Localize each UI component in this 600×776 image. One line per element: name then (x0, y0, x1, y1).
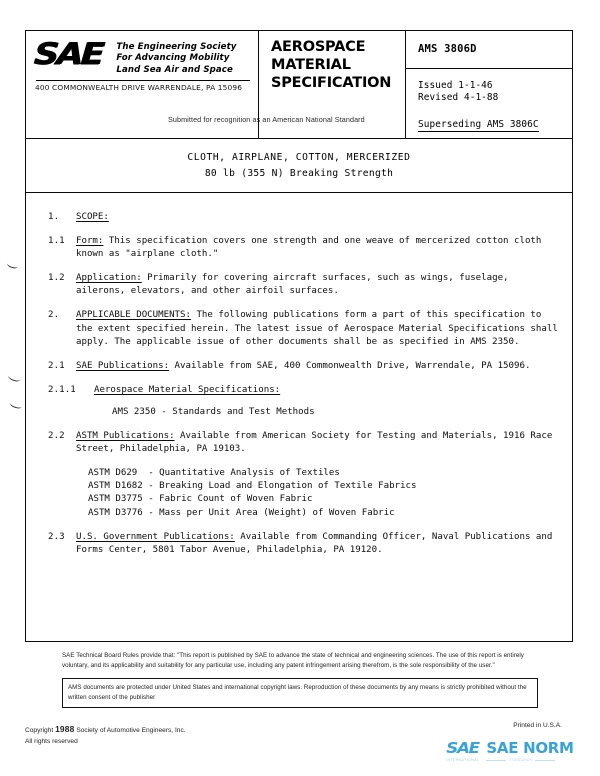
header-band (26, 31, 572, 139)
clause-text (76, 531, 558, 557)
superseding-note: Superseding AMS 3806C (418, 118, 539, 130)
printed-in-label: Printed in U.S.A. (513, 722, 562, 729)
scan-artifact (6, 260, 18, 269)
page-title: CLOTH, AIRPLANE, COTTON, MERCERIZED (187, 152, 411, 163)
referenced-document-entry: AMS 2350 - Standards and Test Methods (112, 406, 315, 417)
clause-text (76, 272, 558, 298)
clause-body-text: This specification covers one strength and one weave of mercerized cotton cloth known as "airplane cloth." (76, 236, 542, 260)
sae-address: 400 COMMONWEALTH DRIVE WARRENDALE, PA 15096 (35, 83, 243, 93)
submitted-for-recognition-note: Submitted for recognition as an American National Standard (168, 115, 365, 124)
list-item: ASTM D1682 - Breaking Load and Elongation of Textile Fabrics (88, 481, 417, 492)
specification-title-block (26, 139, 572, 193)
clause-body-text: Available from Commanding Officer, Naval Publications and Forms Center, 5801 Tabor Avenue, Philadelphia, PA 19120. (76, 531, 553, 555)
clause-heading: Form: (76, 236, 104, 247)
page-subtitle: 80 lb (355 N) Breaking Strength (204, 168, 394, 179)
document-dates-cell (406, 69, 572, 132)
clause-heading: Aerospace Material Specifications: (94, 384, 281, 395)
sae-international-logo-icon (446, 741, 479, 762)
clause-heading: U.S. Government Publications: (76, 531, 235, 542)
sae-tagline-line-3: Land Sea Air and Space (116, 64, 233, 75)
footer-notes (62, 651, 538, 708)
sae-logo (33, 37, 252, 76)
document-body (26, 193, 572, 641)
document-frame (25, 30, 573, 642)
list-item: ASTM D3776 - Mass per Unit Area (Weight) of Woven Fabric (88, 507, 395, 518)
clause-text (76, 235, 558, 261)
revised-date: Revised 4-1-88 (418, 92, 499, 104)
sae-tagline-line-1: The Engineering Society (116, 42, 237, 52)
clause-number: 2.1 (48, 360, 65, 371)
document-type-title: AEROSPACE MATERIAL SPECIFICATION (271, 39, 392, 91)
clause-2-1-1 (48, 384, 558, 419)
sae-norm-label (486, 741, 573, 762)
document-number: AMS 3806D (418, 43, 477, 55)
sae-wordmark-icon: SAE (33, 37, 104, 72)
watermark-rule-left (486, 760, 506, 761)
watermark-sae-mark: SAE (446, 739, 479, 758)
watermark-norm-text: SAE NORM (486, 739, 574, 757)
clause-number: 2.2 (48, 431, 65, 442)
clause-body-text: Available from American Society for Testing and Materials, 1916 Race Street, Philadelphia, PA 19103. (76, 431, 553, 455)
clause-number: 1.2 (48, 273, 65, 284)
copyright-protection-notice: AMS documents are protected under United States and international copyright laws. Reproduction of these documents by any means is strictly prohibited without the written consent of the publisher (62, 678, 538, 708)
clause-heading: SAE Publications: (76, 360, 170, 371)
rights-reserved: All rights reserved (25, 738, 78, 746)
clause-2 (48, 309, 558, 348)
sae-norm-watermark (446, 741, 574, 762)
clause-text (76, 430, 558, 456)
clause-heading: SCOPE: (76, 212, 109, 222)
clause-number: 2.1.1 (48, 384, 76, 395)
clause-1 (48, 211, 558, 224)
clause-1-2 (48, 272, 558, 298)
list-item: ASTM D3775 - Fabric Count of Woven Fabric (88, 494, 313, 505)
watermark-norm-sub-text: STANDARDS (509, 758, 533, 762)
list-item: ASTM D629 - Quantitative Analysis of Textiles (88, 468, 340, 479)
technical-board-rules-note: SAE Technical Board Rules provide that: "This report is published by SAE to advance the state of technical and engineering sciences. The use of this report is entirely voluntary, and its applicability and suitability for any particular use, including any patent infringement arising therefrom, is the sole responsibility of the user." (62, 652, 524, 669)
clause-body-text: Available from SAE, 400 Commonwealth Drive, Warrendale, PA 15096. (169, 360, 531, 371)
watermark-rule-right (535, 760, 555, 761)
clause-number: 1. (48, 212, 60, 222)
clause-1-1 (48, 235, 558, 261)
clause-text (76, 360, 558, 373)
clause-2-3 (48, 531, 558, 557)
scan-artifact (7, 372, 22, 383)
copyright-owner: Society of Automotive Engineers, Inc. (76, 727, 186, 734)
clause-text (76, 309, 558, 348)
clause-body-text: The following publications form a part of this specification to the extent specified herein. The latest issue of Aerospace Material Specifications shall apply. The applicable issue of other documents shall be as specified in AMS 2350. (76, 310, 558, 347)
sae-tagline-line-2: For Advancing Mobility (116, 53, 230, 64)
sae-tagline (116, 42, 236, 76)
address-divider (36, 80, 250, 81)
astm-document-list (88, 467, 558, 519)
clause-text (94, 384, 558, 419)
clause-heading: ASTM Publications: (76, 431, 175, 442)
clause-2-2 (48, 430, 558, 456)
clause-number: 2. (48, 310, 60, 321)
clause-body-text: Primarily for covering aircraft surfaces, such as wings, fuselage, ailerons, elevators, and other airfoil surfaces. (76, 273, 509, 297)
clause-2-1 (48, 360, 558, 373)
issued-date: Issued 1-1-46 (418, 80, 493, 91)
header-doctype-cell (258, 31, 405, 138)
clause-heading: Application: (76, 273, 142, 284)
header-identification-cell (405, 31, 572, 138)
clause-text (76, 211, 558, 224)
clause-heading: APPLICABLE DOCUMENTS: (76, 310, 191, 321)
document-number-cell (406, 31, 572, 69)
copyright-year: 1988 (55, 724, 75, 734)
copyright-word: Copyright (25, 727, 54, 734)
scan-artifact (9, 400, 22, 409)
watermark-sae-sub: INTERNATIONAL (446, 757, 480, 762)
clause-number: 2.3 (48, 531, 65, 542)
clause-number: 1.1 (48, 236, 65, 247)
watermark-norm-subline (486, 758, 573, 762)
